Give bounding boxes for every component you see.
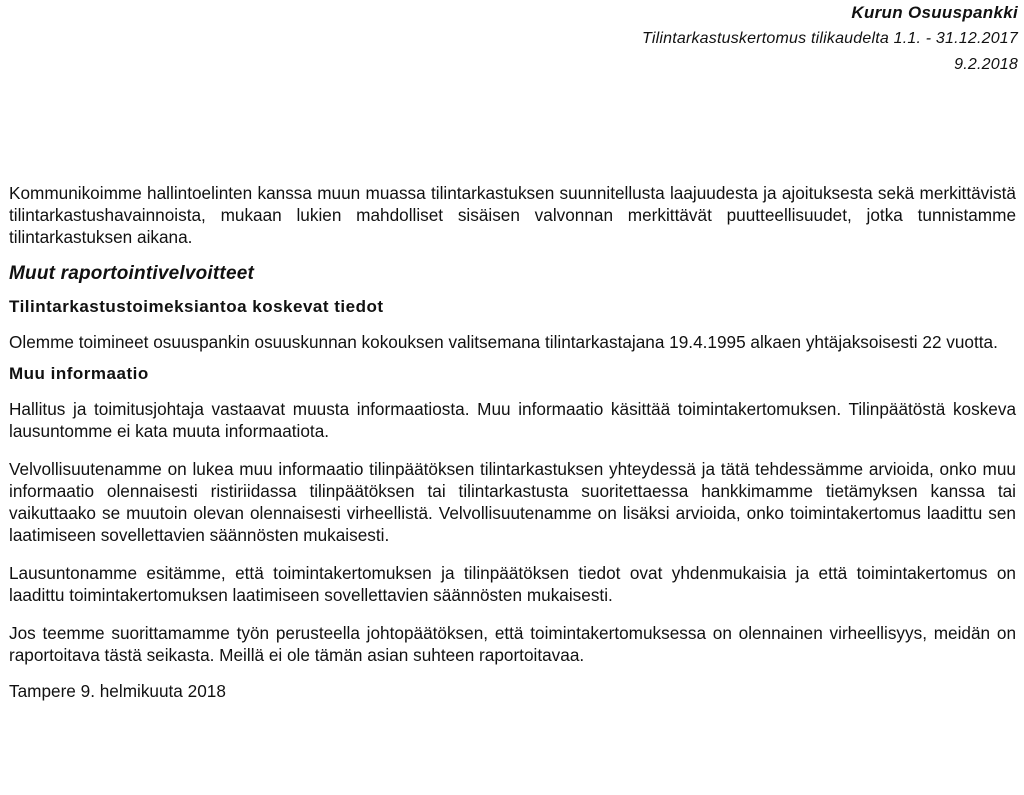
communication-paragraph: Kommunikoimme hallintoelinten kanssa muun muassa tilintarkastuksen suunnitellusta laajuudesta ja ajoituksesta sekä merkittävistä tilintarkastushavainnoista, mukaan lukien mahdolliset sisäisen valvonnan merkittävät puutteellisuudet, jotka tunnistamme tilintarkastuksen aikana. <box>9 183 1016 247</box>
other-information-paragraph-2: Velvollisuutenamme on lukea muu informaatio tilinpäätöksen tilintarkastuksen yhteydessä ja tätä tehdessämme arvioida, onko muu informaatio olennaisesti ristiriidassa tilinpäätöksen tai tilintarkastusta suoritettaessa hankkimamme tietämyksen kanssa tai vaikuttaako se muutoin olevan olennaisesti virheellistä. Velvollisuutenamme on lisäksi arvioida, onko toimintakertomus laadittu sen laatimiseen sovellettavien säännösten mukaisesti. <box>9 459 1016 545</box>
document-header <box>642 0 1018 78</box>
organization-name: Kurun Osuuspankki <box>851 3 1018 22</box>
other-information-paragraph-3: Lausuntonamme esitämme, että toimintakertomuksen ja tilinpäätöksen tiedot ovat yhdenmukaisia ja että toimintakertomus on laadittu toimintakertomuksen laatimiseen sovellettavien säännösten mukaisesti. <box>9 563 1016 605</box>
report-date: 9.2.2018 <box>954 56 1018 73</box>
document-body <box>9 182 1016 702</box>
subheading-other-information: Muu informaatio <box>9 364 149 383</box>
audit-engagement-paragraph: Olemme toimineet osuuspankin osuuskunnan kokouksen valitsemana tilintarkastajana 19.4.1995 alkaen yhtäjaksoisesti 22 vuotta. <box>9 332 998 352</box>
subheading-audit-engagement: Tilintarkastustoimeksiantoa koskevat tiedot <box>9 297 384 316</box>
other-information-paragraph-1: Hallitus ja toimitusjohtaja vastaavat muusta informaatiosta. Muu informaatio käsittää toimintakertomuksen. Tilinpäätöstä koskeva lausuntomme ei kata muuta informaatiota. <box>9 399 1016 441</box>
report-title: Tilintarkastuskertomus tilikaudelta 1.1. - 31.12.2017 <box>642 30 1018 47</box>
other-information-paragraph-4: Jos teemme suorittamamme työn perusteella johtopäätöksen, että toimintakertomuksessa on olennainen virheellisyys, meidän on raportoitava tästä seikasta. Meillä ei ole tämän asian suhteen raportoitavaa. <box>9 623 1016 665</box>
place-and-date: Tampere 9. helmikuuta 2018 <box>9 681 226 701</box>
section-heading-other-reporting: Muut raportointivelvoitteet <box>9 263 255 284</box>
